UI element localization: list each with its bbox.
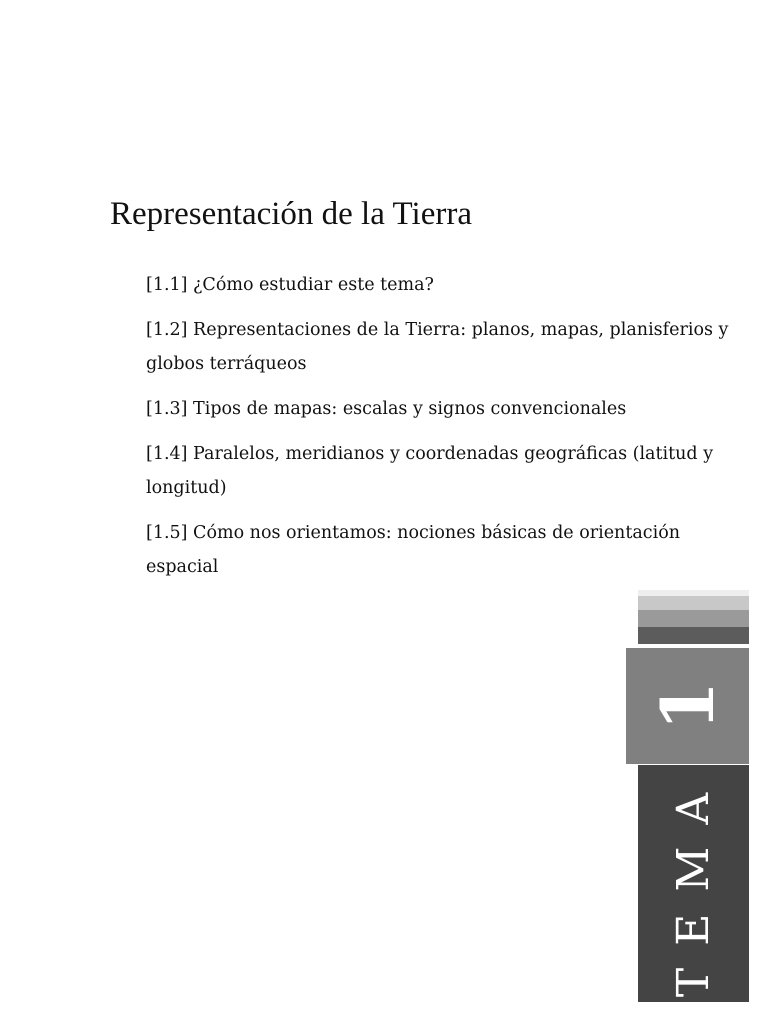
tab-stripe [638,610,749,627]
chapter-tab [626,590,750,1002]
chapter-label-box [638,765,749,1002]
chapter-label: TEMA [667,770,719,997]
toc-item-1-2[interactable]: [1.2] Representaciones de la Tierra: planos, mapas, planisferios y globos terráqueos [146,320,729,374]
toc-item-1-5[interactable]: [1.5] Cómo nos orientamos: nociones básicas de orientación espacial [146,523,680,577]
toc-item-1-4[interactable]: [1.4] Paralelos, meridianos y coordenadas geográficas (latitud y longitud) [146,444,714,498]
tab-stripe [638,596,749,610]
toc-item-1-3[interactable]: [1.3] Tipos de mapas: escalas y signos convencionales [146,399,627,419]
tab-stripe [638,627,749,644]
table-of-contents [146,268,746,595]
chapter-number-box [626,646,749,764]
page-title: Representación de la Tierra [110,196,472,232]
toc-item-1-1[interactable]: [1.1] ¿Cómo estudiar este tema? [146,275,434,295]
chapter-number: 1 [644,680,730,732]
